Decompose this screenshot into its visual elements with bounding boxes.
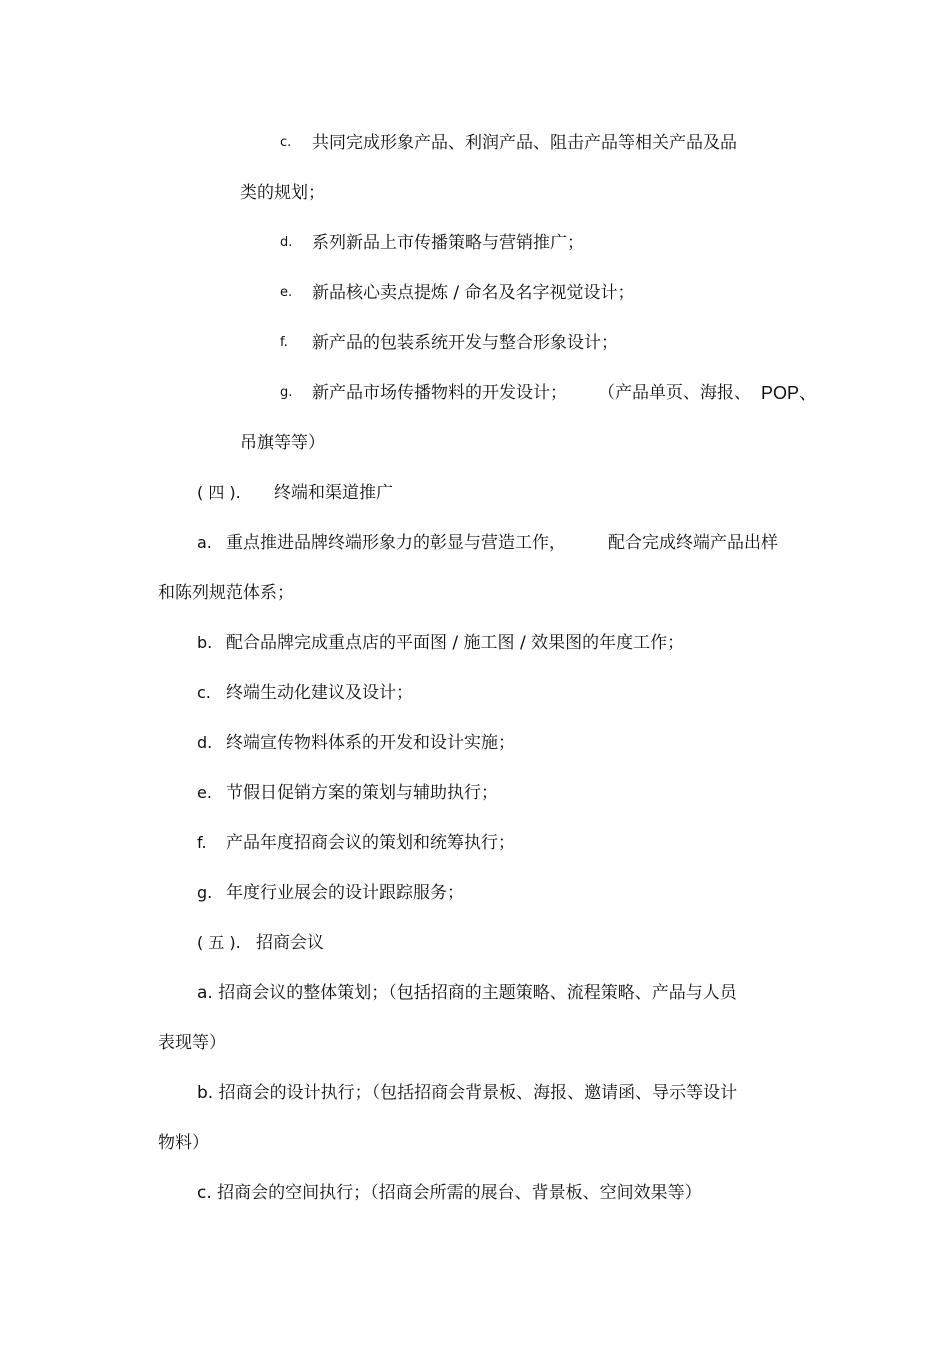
section-4-item-g-marker: g. — [197, 883, 213, 902]
section-4-marker: ( 四 ). — [197, 483, 241, 502]
section-4-item-a-text-line2: 和陈列规范体系； — [158, 583, 294, 603]
section-4-title: 终端和渠道推广 — [274, 483, 393, 503]
section-5-marker: ( 五 ). — [197, 933, 241, 952]
item-c-text-line2: 类的规划； — [240, 183, 325, 203]
section-4-item-c-marker: c. — [197, 683, 211, 702]
section-4-item-f-marker: f. — [197, 833, 207, 852]
section-5-item-c-text: c. 招商会的空间执行；（招商会所需的展台、背景板、空间效果等） — [197, 1183, 702, 1203]
section-5-item-b-text-line2: 物料） — [158, 1133, 209, 1153]
item-d-marker: d. — [280, 235, 293, 250]
item-e-text: 新品核心卖点提炼 / 命名及名字视觉设计； — [312, 283, 635, 303]
item-g-marker: g. — [280, 385, 293, 400]
section-4-item-d-marker: d. — [197, 733, 213, 752]
section-4-item-a-part2: 配合完成终端产品出样 — [608, 533, 778, 553]
section-5-item-a-text-line1: a. 招商会议的整体策划；（包括招商的主题策略、流程策略、产品与人员 — [197, 983, 737, 1003]
item-e-marker: e. — [280, 285, 293, 300]
item-c-text-line1: 共同完成形象产品、利润产品、阻击产品等相关产品及品 — [312, 133, 737, 153]
item-g-text-line2: 吊旗等等） — [240, 433, 325, 453]
section-4-item-d-text: 终端宣传物料体系的开发和设计实施； — [226, 733, 515, 753]
section-4-item-c-text: 终端生动化建议及设计； — [226, 683, 413, 703]
section-4-item-g-text: 年度行业展会的设计跟踪服务； — [226, 883, 464, 903]
item-c-marker: c. — [280, 135, 292, 150]
item-g-text-part1: 新产品市场传播物料的开发设计； — [312, 383, 567, 403]
item-g-text-part3: POP、 — [761, 383, 818, 403]
section-4-item-a-marker: a. — [197, 533, 212, 552]
section-5-item-b-text-line1: b. 招商会的设计执行；（包括招商会背景板、海报、邀请函、导示等设计 — [197, 1083, 738, 1103]
section-5-item-a-text-line2: 表现等） — [158, 1033, 226, 1053]
section-4-item-e-marker: e. — [197, 783, 212, 802]
item-d-text: 系列新品上市传播策略与营销推广； — [312, 233, 584, 253]
section-5-title: 招商会议 — [256, 933, 324, 953]
item-f-text: 新产品的包装系统开发与整合形象设计； — [312, 333, 618, 353]
section-4-item-b-text: 配合品牌完成重点店的平面图 / 施工图 / 效果图的年度工作； — [226, 633, 685, 653]
section-4-item-a-part1: 重点推进品牌终端形象力的彰显与营造工作， — [226, 533, 566, 553]
item-g-text-part2: （产品单页、海报、 — [598, 383, 751, 403]
section-4-item-e-text: 节假日促销方案的策划与辅助执行； — [226, 783, 498, 803]
item-f-marker: f. — [280, 335, 288, 350]
section-4-item-f-text: 产品年度招商会议的策划和统筹执行； — [226, 833, 515, 853]
section-4-item-b-marker: b. — [197, 633, 213, 652]
